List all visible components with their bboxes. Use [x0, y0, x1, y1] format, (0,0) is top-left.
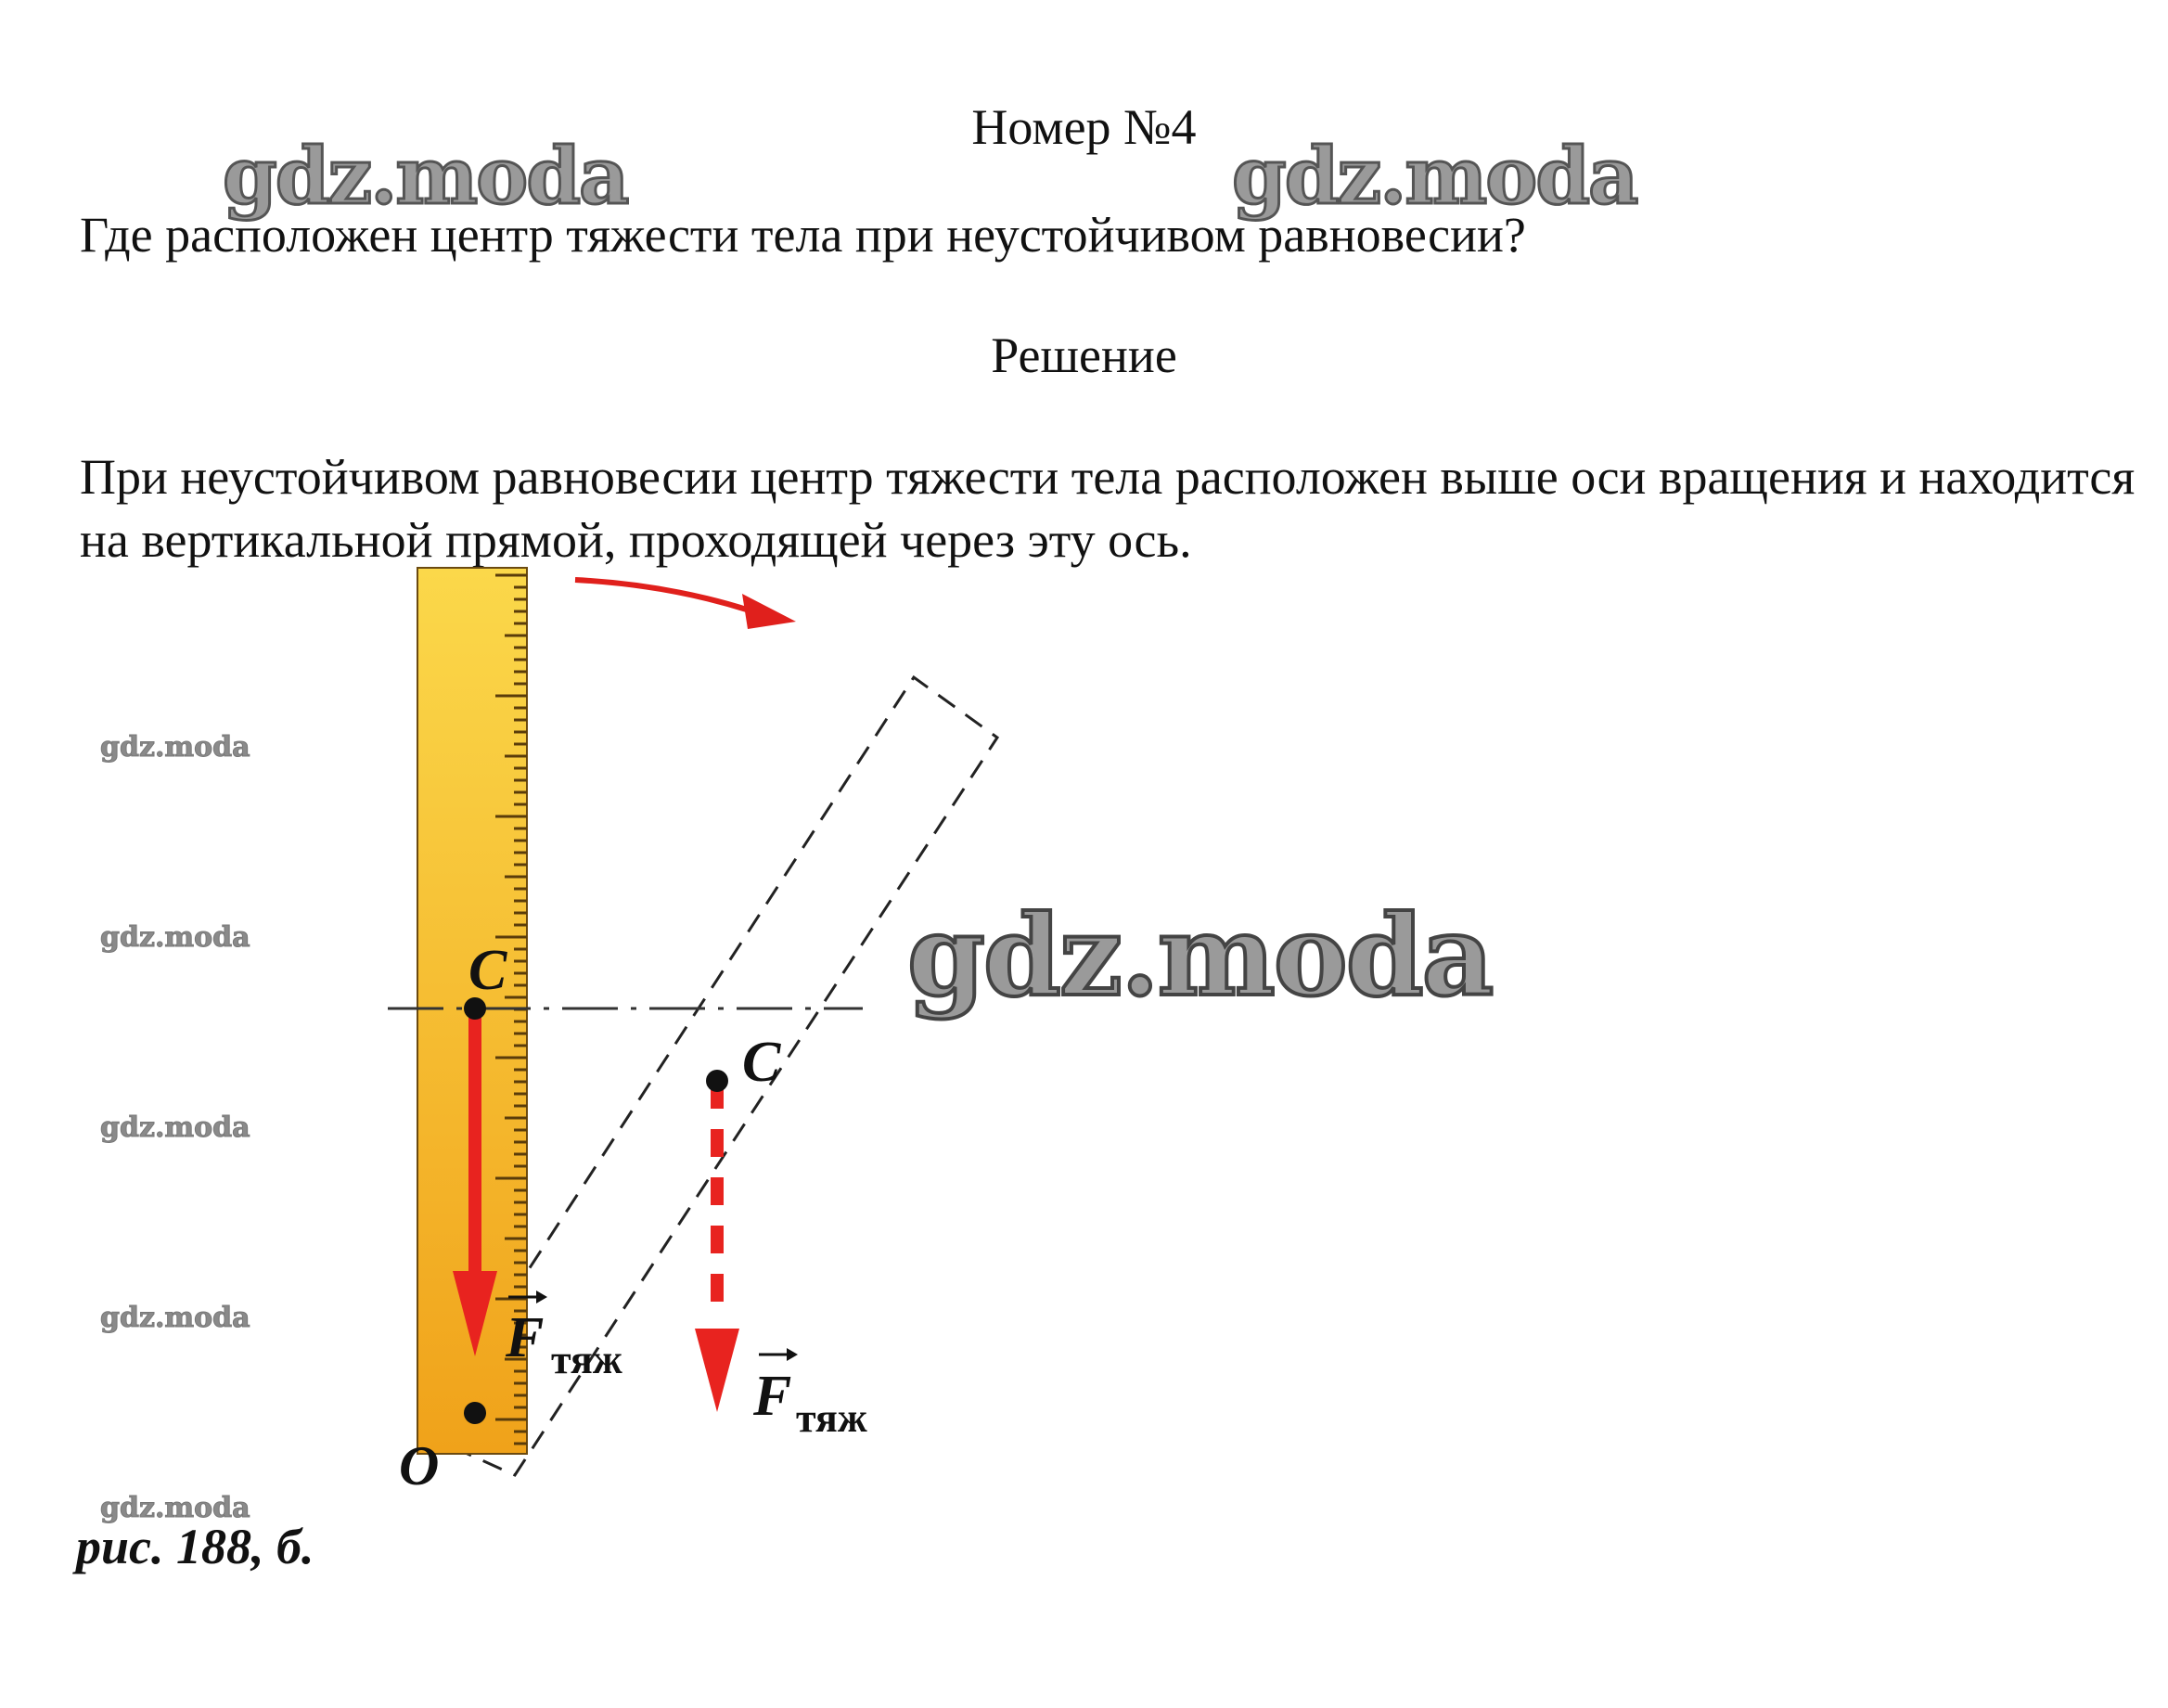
- rotation-arrow: [575, 580, 750, 610]
- answer-text: При неустойчивом равновесии центр тяжести тела расположен выше оси вращения и находится на вертикальной прямой, проходящей через эту ось.: [80, 449, 2136, 568]
- watermark-small: gdz.moda: [100, 921, 250, 954]
- watermark-large: gdz.moda: [223, 130, 628, 222]
- svg-text:F: F: [753, 1365, 792, 1428]
- watermark-small: gdz.moda: [100, 731, 250, 764]
- svg-text:тяж: тяж: [551, 1337, 622, 1382]
- watermark-small: gdz.moda: [100, 1492, 250, 1524]
- label-o: O: [399, 1435, 440, 1496]
- figure-caption: рис. 188, б.: [76, 1519, 314, 1574]
- question-text: Где расположен центр тяжести тела при неустойчивом равновесии?: [80, 207, 1526, 263]
- rotation-arrow-head: [742, 594, 796, 629]
- solution-heading: Решение: [991, 327, 1177, 383]
- force-label-tilted: [752, 1348, 867, 1441]
- label-c-vertical: C: [468, 939, 507, 1002]
- svg-text:F: F: [506, 1306, 545, 1369]
- watermark-small: gdz.moda: [100, 1302, 250, 1334]
- center-of-gravity-point-tilted: [706, 1070, 728, 1092]
- watermark-small: gdz.moda: [100, 1111, 250, 1144]
- center-of-gravity-figure: [0, 557, 2168, 1522]
- svg-text:тяж: тяж: [796, 1395, 867, 1441]
- watermark-large: gdz.moda: [907, 891, 1493, 1021]
- problem-title: Номер №4: [971, 99, 1197, 155]
- rotation-axis-point: [464, 1402, 486, 1424]
- watermark-large: gdz.moda: [1232, 130, 1637, 222]
- gravity-force-dashed-arrow-head: [695, 1329, 739, 1412]
- label-c-tilted: C: [742, 1031, 781, 1094]
